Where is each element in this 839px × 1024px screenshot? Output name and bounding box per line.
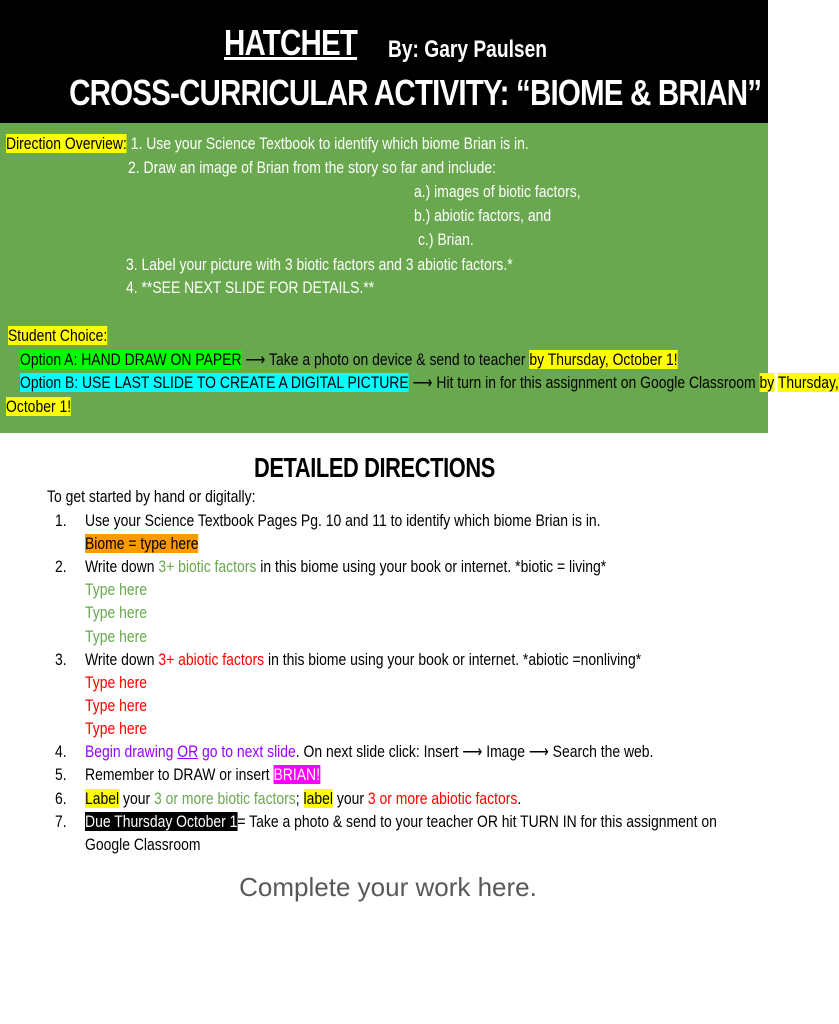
option-b-due-1: Thursday, xyxy=(777,373,839,392)
abiotic-input-3[interactable]: Type here xyxy=(85,719,147,738)
item-4-or: OR xyxy=(177,742,199,761)
item-4-part-a: Begin drawing xyxy=(85,742,178,761)
item-1: Use your Science Textbook Pages Pg. 10 and 11 to identify which biome Brian is in. xyxy=(85,511,601,530)
overview-step-2: 2. Draw an image of Brian from the story so far and include: xyxy=(128,158,497,177)
item-6-your: your xyxy=(119,789,154,808)
item-6-sep: ; xyxy=(295,789,304,808)
title-row xyxy=(0,22,768,70)
item-number-1: 1. xyxy=(55,511,67,530)
option-a-due: by Thursday, October 1! xyxy=(529,350,678,369)
item-7-line-2: Google Classroom xyxy=(85,835,201,854)
abiotic-input-2[interactable]: Type here xyxy=(85,696,147,715)
overview-sub-b: b.) abiotic factors, and xyxy=(414,206,552,225)
item-number-6: 6. xyxy=(55,789,67,808)
activity-title: CROSS-CURRICULAR ACTIVITY: “BIOME & BRIAN” xyxy=(69,72,762,113)
biotic-input-2[interactable]: Type here xyxy=(85,603,147,622)
complete-work-placeholder[interactable]: Complete your work here. xyxy=(239,872,537,902)
biotic-input-1[interactable]: Type here xyxy=(85,580,147,599)
item-5-part-a: Remember to DRAW or insert xyxy=(85,765,274,784)
student-choice-line xyxy=(8,326,107,346)
item-4 xyxy=(85,742,653,762)
item-6-label: Label xyxy=(85,789,120,808)
option-b-line xyxy=(20,373,839,393)
student-choice-label: Student Choice: xyxy=(8,326,108,345)
biome-line xyxy=(85,534,199,554)
item-number-2: 2. xyxy=(55,557,67,576)
item-2 xyxy=(85,557,606,577)
item-3-part-c: in this biome using your book or internet. *abiotic =nonliving* xyxy=(264,650,642,669)
option-b-label: Option B: USE LAST SLIDE TO CREATE A DIGITAL PICTURE xyxy=(20,373,409,392)
item-6-end: . xyxy=(517,789,522,808)
abiotic-input-1[interactable]: Type here xyxy=(85,673,147,692)
item-number-5: 5. xyxy=(55,765,67,784)
overview-step-1: 1. Use your Science Textbook to identify which biome Brian is in. xyxy=(130,134,529,153)
author: By: Gary Paulsen xyxy=(388,36,547,63)
item-7 xyxy=(85,812,717,832)
overview-label: Direction Overview: xyxy=(6,134,127,153)
overview-sub-c: c.) Brian. xyxy=(418,230,474,249)
overview-step-3: 3. Label your picture with 3 biotic factors and 3 abiotic factors.* xyxy=(126,255,513,274)
book-title: HATCHET xyxy=(224,22,358,63)
item-4-next-slide: go to next slide xyxy=(198,742,296,761)
item-number-7: 7. xyxy=(55,812,67,831)
intro-text: To get started by hand or digitally: xyxy=(47,487,256,506)
header-banner xyxy=(0,0,768,123)
item-3-abiotic: 3+ abiotic factors xyxy=(158,650,265,669)
item-6-abiotic: 3 or more abiotic factors xyxy=(367,789,518,808)
overview-panel xyxy=(0,123,839,433)
detailed-directions-title xyxy=(0,452,748,484)
option-b-text: ⟶ Hit turn in for this assignment on Google Classroom xyxy=(408,373,760,392)
item-number-4: 4. xyxy=(55,742,67,761)
item-5-brian: BRIAN! xyxy=(273,765,320,784)
item-7-text: = Take a photo & send to your teacher OR hit TURN IN for this assignment on xyxy=(237,812,717,831)
item-7-due: Due Thursday October 1 xyxy=(85,812,238,831)
item-2-biotic: 3+ biotic factors xyxy=(158,557,257,576)
item-2-part-a: Write down xyxy=(85,557,159,576)
item-6-label-2: label xyxy=(303,789,333,808)
option-b-line-2 xyxy=(6,397,71,417)
item-4-part-d: . On next slide click: Insert ⟶ Image ⟶ Search the web. xyxy=(295,742,654,761)
biotic-input-3[interactable]: Type here xyxy=(85,627,147,646)
option-b-by: by xyxy=(759,373,775,392)
item-number-3: 3. xyxy=(55,650,67,669)
overview-sub-a: a.) images of biotic factors, xyxy=(414,182,581,201)
overview-step-4: 4. **SEE NEXT SLIDE FOR DETAILS.** xyxy=(126,278,375,297)
item-6-your-2: your xyxy=(332,789,368,808)
detailed-directions-title-text: DETAILED DIRECTIONS xyxy=(253,452,495,483)
item-3-part-a: Write down xyxy=(85,650,159,669)
item-3 xyxy=(85,650,641,670)
option-a-line xyxy=(20,350,678,370)
biome-input[interactable]: Biome = type here xyxy=(85,534,199,553)
overview-step-1-line xyxy=(6,134,529,154)
option-a-text: ⟶ Take a photo on device & send to teacher xyxy=(241,350,530,369)
item-6-biotic: 3 or more biotic factors xyxy=(153,789,296,808)
item-2-part-c: in this biome using your book or internet. *biotic = living* xyxy=(256,557,607,576)
item-6 xyxy=(85,789,521,809)
option-b-due-2: October 1! xyxy=(6,397,72,416)
item-5 xyxy=(85,765,320,785)
option-a-label: Option A: HAND DRAW ON PAPER xyxy=(20,350,242,369)
